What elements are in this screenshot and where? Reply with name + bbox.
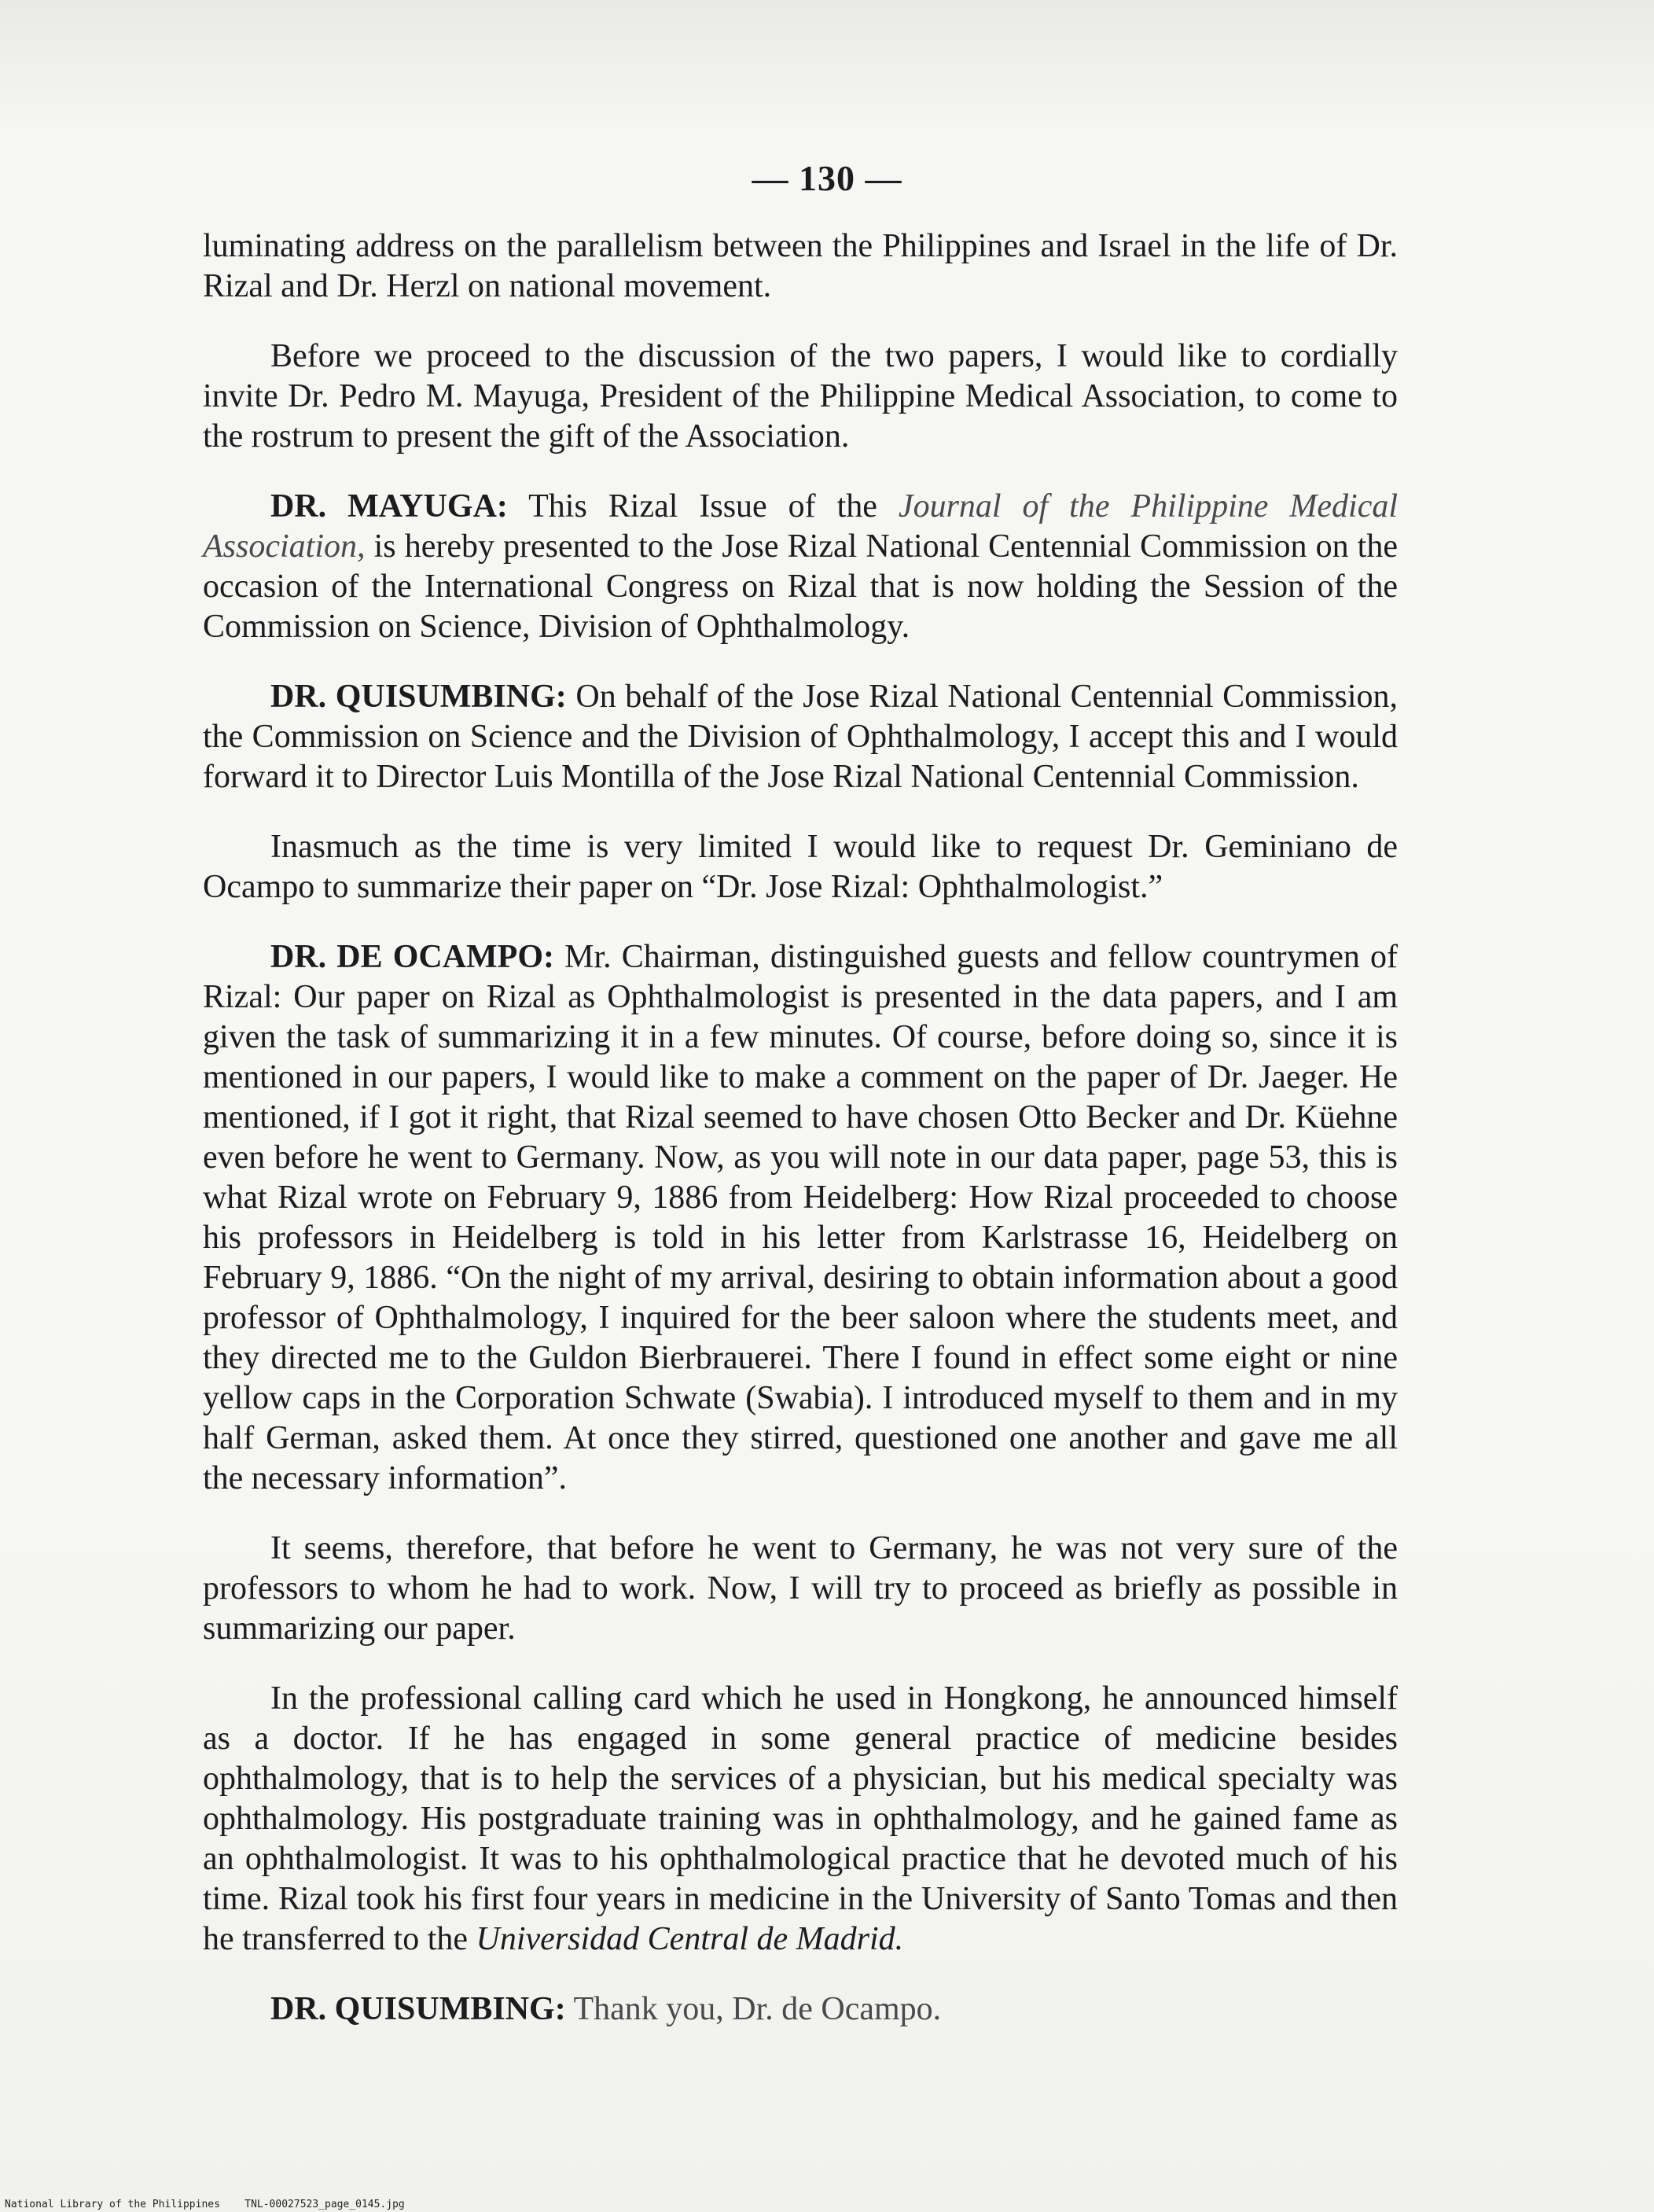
- paragraph-3-part1: This Rizal Issue of the: [528, 488, 877, 524]
- paragraph-4: [203, 677, 1398, 797]
- university-name: Universidad Central de Madrid.: [476, 1921, 904, 1957]
- paragraph-6-text: Mr. Chairman, distinguished guests and fellow countrymen of Rizal: Our paper on Rizal as Ophthalmologist is presented in the data papers, and I am given the task of summarizing it in a few minutes. Of course, before doing so, since it is mentioned in our papers, I would like to make a comment on the paper of Dr. Jaeger. He mentioned, if I got it right, that Rizal seemed to have chosen Otto Becker and Dr. Küehne even before he went to Germany. Now, as you will note in our data paper, page 53, this is what Rizal wrote on February 9, 1886 from Heidelberg: How Rizal proceeded to choose his professors in Heidelberg is told in his letter from Karlstrasse 16, Heidelberg on February 9, 1886. “On the night of my arrival, desiring to obtain information about a good professor of Ophthalmology, I inquired for the beer saloon where the students meet, and they directed me to the Guldon Bierbrauerei. There I found in effect some eight or nine yellow caps in the Corporation Schwate (Swabia). I introduced myself to them and in my half German, asked them. At once they stirred, questioned one another and gave me all the necessary information”.: [203, 939, 1398, 1496]
- paragraph-2: Before we proceed to the discussion of the two papers, I would like to cordially invite Dr. Pedro M. Mayuga, President of the Philippine Medical Association, to come to the rostrum to present the gift of the Association.: [203, 338, 1398, 455]
- speaker-quisumbing: DR. QUISUMBING:: [270, 679, 567, 715]
- paragraph-4-text: On behalf of the Jose Rizal National Centennial Commission, the Commission on Science and the Division of Ophthalmology, I accept this and I would forward it to Director Luis Montilla of the Jose Rizal National Centennial Commission.: [203, 679, 1398, 795]
- paragraph-6: [203, 937, 1398, 1499]
- paragraph-5: Inasmuch as the time is very limited I would like to request Dr. Geminiano de Ocampo to summarize their paper on “Dr. Jose Rizal: Ophthalmologist.”: [203, 829, 1398, 905]
- paragraph-8: [203, 1679, 1398, 1960]
- footer-source: National Library of the Philippines: [5, 2199, 220, 2210]
- document-body: [203, 226, 1398, 2059]
- speaker-de-ocampo: DR. DE OCAMPO:: [270, 939, 554, 975]
- footer-file: TNL-00027523_page_0145.jpg: [244, 2199, 405, 2210]
- scan-footer: [5, 2199, 405, 2210]
- paragraph-3: [203, 487, 1398, 647]
- paragraph-7: It seems, therefore, that before he went to Germany, he was not very sure of the professors to whom he had to work. Now, I will try to proceed as briefly as possible in summarizing our paper.: [203, 1530, 1398, 1647]
- paragraph-1: luminating address on the parallelism between the Philippines and Israel in the life of Dr. Rizal and Dr. Herzl on national movement.: [203, 228, 1398, 304]
- speaker-quisumbing-closing: DR. QUISUMBING:: [270, 1991, 566, 2027]
- page-number: — 130 —: [752, 158, 902, 198]
- paragraph-9-text: Thank you, Dr. de Ocampo.: [573, 1991, 942, 2027]
- speaker-mayuga: DR. MAYUGA:: [270, 488, 508, 524]
- paragraph-8-text: In the professional calling card which he used in Hongkong, he announced himself as a doctor. If he has engaged in some general practice of medicine besides ophthalmology, that is to help the services of a physician, but his medical specialty was ophthalmology. His postgraduate training was in ophthalmology, and he gained fame as an ophthalmologist. It was to his ophthalmological practice that he devoted much of his time. Rizal took his first four years in medicine in the University of Santo Tomas and then he transferred to the: [203, 1680, 1398, 1957]
- paragraph-9: [203, 1989, 1398, 2030]
- journal-title: Journal of the Philippine Medical Association,: [203, 488, 1399, 565]
- paragraph-3-part2: is hereby presented to the Jose Rizal National Centennial Commission on the occasion of the International Congress on Rizal that is now holding the Session of the Commission on Science, Division of Ophthalmology.: [203, 528, 1398, 645]
